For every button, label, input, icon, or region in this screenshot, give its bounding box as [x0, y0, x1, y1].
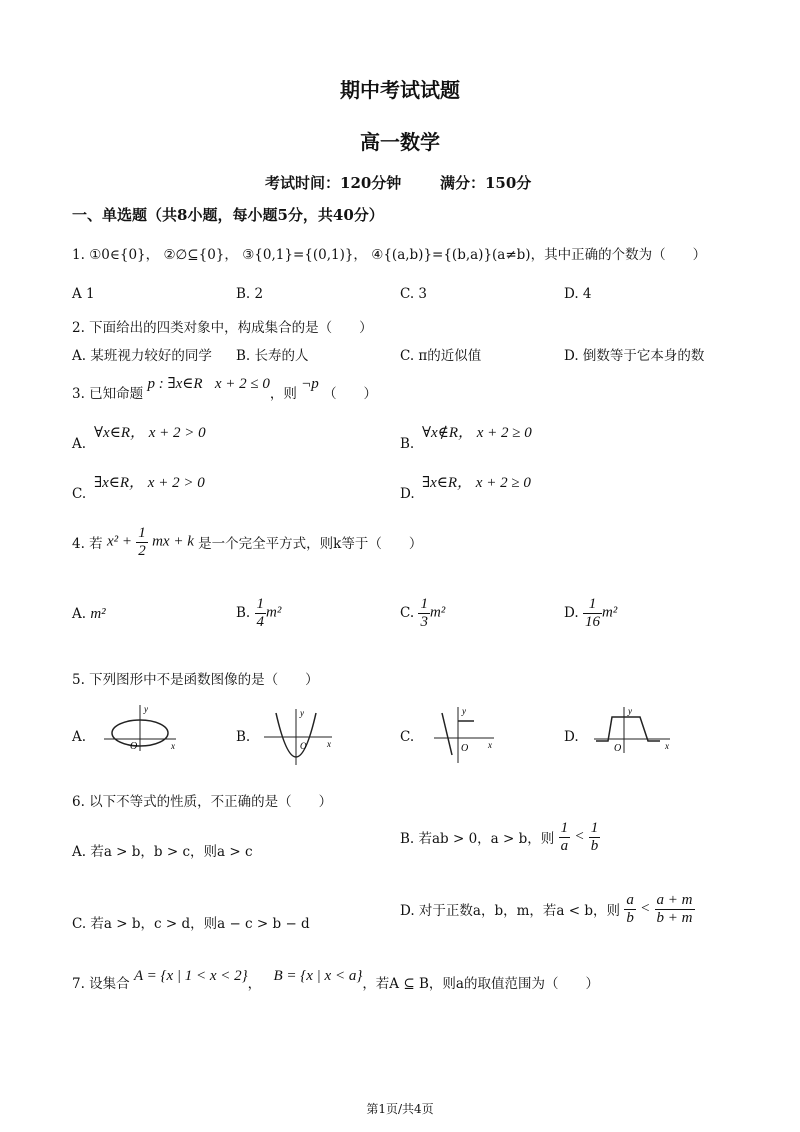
- full-score: 满分：150分: [440, 174, 532, 192]
- q1-item-3: ③{0,1}={(0,1)}，: [242, 247, 367, 263]
- trapezoid-graph: [590, 705, 674, 755]
- option-fraction: [624, 892, 636, 926]
- q4-num: 4. 若: [72, 536, 103, 552]
- option-label: C.: [400, 605, 415, 621]
- fraction-numerator: 1: [256, 596, 265, 612]
- q2-option-b: B. 长寿的人: [236, 348, 309, 364]
- q7-condition: ，若A ⊆ B: [362, 976, 429, 992]
- option-expr: m²: [90, 606, 106, 622]
- origin-label: O: [300, 741, 307, 751]
- option-expr: m²: [601, 604, 618, 621]
- q3-option-d-label: D.: [400, 486, 415, 502]
- fraction-denominator: 16: [584, 613, 600, 630]
- q4-option-c: [400, 596, 445, 630]
- fraction-denominator: b: [590, 837, 599, 854]
- question-4-stem: [72, 525, 422, 559]
- q5-option-b-label: B.: [236, 729, 251, 745]
- x-axis-label: x: [665, 741, 669, 751]
- q6-option-a: A. 若a > b，b > c，则a > c: [72, 844, 253, 860]
- q3-option-c-label: C.: [72, 486, 87, 502]
- q2-option-a: A. 某班视力较好的同学: [72, 348, 212, 364]
- set-a: A = {x | 1 < x < 2}: [133, 968, 248, 984]
- q1-option-a: A 1: [72, 286, 95, 302]
- q1-option-c: C. 3: [400, 286, 428, 302]
- option-label: D.: [564, 605, 579, 621]
- y-axis-label: y: [300, 708, 304, 718]
- fraction-numerator: 1: [138, 525, 146, 541]
- fraction-denominator: 4: [256, 613, 265, 630]
- question-2-stem: 2. 下面给出的四类对象中，构成集合的是（ ）: [72, 320, 373, 336]
- option-fraction: [655, 892, 695, 926]
- relation-symbol: <: [574, 828, 585, 845]
- q2-option-c: C. π的近似值: [400, 348, 482, 364]
- fraction-numerator: 1: [560, 820, 569, 836]
- fraction-numerator: 1: [590, 820, 599, 836]
- subject-title: 高一数学: [360, 130, 440, 154]
- q5-option-c-label: C.: [400, 729, 415, 745]
- fraction-numerator: a: [626, 892, 634, 908]
- fraction-denominator: b: [626, 909, 634, 926]
- exam-title: 期中考试试题: [340, 78, 460, 102]
- option-fraction: [583, 596, 602, 630]
- q1-item-1: ①0∈{0}，: [89, 247, 160, 263]
- fraction-numerator: 1: [583, 596, 602, 614]
- fraction-denominator: 3: [420, 613, 428, 630]
- q7-tail: ，则a的取值范围为（ ）: [428, 976, 599, 992]
- y-axis-label: y: [144, 704, 148, 714]
- parabola-graph: [260, 705, 336, 767]
- x-axis-label: x: [488, 740, 492, 750]
- question-6-stem: 6. 以下不等式的性质，不正确的是（ ）: [72, 794, 333, 810]
- section-heading: 一、单选题（共8小题，每小题5分，共40分）: [72, 206, 384, 224]
- q4-option-a: [72, 606, 106, 623]
- q1-option-b: B. 2: [236, 286, 264, 302]
- q1-tail: ，其中正确的个数为（ ）: [530, 247, 707, 263]
- option-expr: m²: [429, 604, 446, 621]
- fraction-denominator: a: [560, 837, 569, 854]
- q5-option-a-label: A.: [72, 729, 87, 745]
- page-number: 第1页/共4页: [366, 1102, 434, 1116]
- q3-then: ，则: [269, 386, 297, 402]
- q6-option-c: C. 若a > b，c > d，则a − c > b − d: [72, 916, 310, 932]
- option-fraction: [559, 820, 571, 854]
- fraction-numerator: 1: [420, 596, 428, 612]
- q5-option-d-label: D.: [564, 729, 579, 745]
- q1-option-d: D. 4: [564, 286, 592, 302]
- q1-item-2: ②∅⊆{0}，: [163, 247, 238, 263]
- option-text: D. 对于正数a，b，m，若a < b，则: [400, 903, 621, 919]
- option-fraction: [255, 596, 267, 630]
- q3-option-d-expr: ∃x∈R， x + 2 ≥ 0: [422, 475, 531, 491]
- origin-label: O: [461, 743, 469, 754]
- fraction-denominator: 2: [138, 542, 146, 559]
- q3-paren: （ ）: [323, 386, 378, 402]
- q3-option-a-label: A.: [72, 436, 87, 452]
- question-1-stem: [72, 243, 706, 263]
- q3-condition: x + 2 ≤ 0: [214, 376, 270, 392]
- origin-label: O: [130, 741, 138, 752]
- fraction-numerator: a + m: [656, 892, 693, 908]
- q4-option-b: [236, 596, 281, 630]
- option-fraction: [589, 820, 601, 854]
- sideways-parabola-graph: [430, 703, 498, 765]
- q2-option-d: D. 倒数等于它本身的数: [564, 348, 705, 364]
- ellipse-graph: [100, 703, 180, 753]
- q4-expr-a: x² +: [106, 533, 132, 550]
- q3-stem-pre: 3. 已知命题: [72, 386, 144, 402]
- x-axis-label: x: [171, 741, 175, 751]
- exam-time: 考试时间：120分钟: [265, 174, 402, 192]
- q3-option-c-expr: ∃x∈R， x + 2 > 0: [94, 475, 205, 491]
- option-label: B.: [236, 605, 251, 621]
- q4-fraction: [136, 525, 148, 559]
- origin-label: O: [614, 743, 622, 754]
- q4-option-d: [564, 596, 617, 630]
- q3-negation: ¬p: [301, 376, 319, 392]
- relation-symbol: <: [640, 900, 651, 917]
- option-fraction: [418, 596, 430, 630]
- q3-proposition: p : ∃x∈R: [147, 376, 203, 392]
- option-text: B. 若ab > 0，a > b，则: [400, 831, 555, 847]
- q1-item-4: ④{(a,b)}={(b,a)}(a≠b): [371, 247, 531, 263]
- option-label: A.: [72, 606, 87, 622]
- question-number: 1.: [72, 247, 85, 263]
- q4-tail: 是一个完全平方式，则k等于（ ）: [198, 536, 423, 552]
- q4-expr-b: mx + k: [152, 533, 194, 550]
- y-axis-label: y: [628, 706, 632, 716]
- q3-option-b-label: B.: [400, 436, 415, 452]
- q3-option-a-expr: ∀x∈R， x + 2 > 0: [94, 425, 206, 441]
- y-axis-label: y: [462, 706, 466, 716]
- fraction-denominator: b + m: [656, 909, 693, 926]
- question-5-stem: 5. 下列图形中不是函数图像的是（ ）: [72, 672, 319, 688]
- question-number: 7. 设集合: [72, 976, 130, 992]
- question-3-stem: [72, 376, 378, 403]
- q6-option-d: [400, 892, 695, 926]
- question-7-stem: 7. 设集合 A = {x | 1 < x < 2}， B = {x | x < a}，若A ⊆ B，则a的取值范围为（ ）: [72, 968, 599, 992]
- x-axis-label: x: [327, 739, 331, 749]
- q3-option-b-expr: ∀x∉R， x + 2 ≥ 0: [422, 425, 532, 441]
- option-expr: m²: [266, 604, 282, 621]
- set-b: B = {x | x < a}: [273, 968, 363, 984]
- q6-option-b: [400, 820, 600, 854]
